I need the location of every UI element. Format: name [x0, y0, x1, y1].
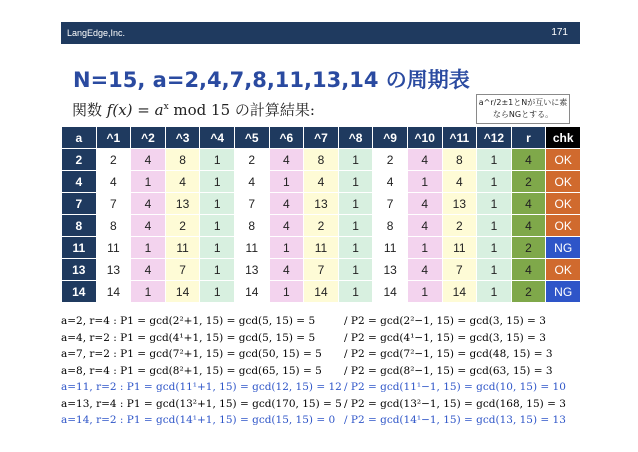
table-cell: 13 [165, 193, 200, 215]
table-cell: 1 [200, 259, 235, 281]
table-cell: 2 [234, 149, 269, 171]
table-cell: 1 [477, 193, 512, 215]
table-cell: 4 [442, 171, 477, 193]
p1-formula: a=8, r=4 : P1 = gcd(8²+1, 15) = gcd(65, 15) = 5 [61, 364, 322, 377]
table-row [62, 149, 581, 171]
table-cell: 4 [269, 259, 304, 281]
table-cell: 1 [338, 149, 373, 171]
note-box [476, 94, 570, 124]
table-cell: 4 [131, 149, 166, 171]
period-table [61, 126, 581, 303]
table-cell: 4 [131, 193, 166, 215]
table-cell: 1 [131, 281, 166, 303]
period-cell: 2 [511, 171, 546, 193]
table-cell: 7 [304, 259, 339, 281]
table-cell: 11 [442, 237, 477, 259]
table-cell: 13 [304, 193, 339, 215]
table-cell: 2 [165, 215, 200, 237]
page-number: 171 [551, 27, 568, 38]
period-cell: 4 [511, 149, 546, 171]
table-row [62, 215, 581, 237]
p2-formula: / P2 = gcd(7²−1, 15) = gcd(48, 15) = 3 [344, 348, 553, 360]
table-cell: 1 [200, 215, 235, 237]
table-cell: 1 [338, 215, 373, 237]
table-cell: 2 [442, 215, 477, 237]
table-cell: 1 [407, 171, 442, 193]
subtitle-suffix: の計算結果: [230, 101, 315, 119]
table-cell: 7 [442, 259, 477, 281]
table-cell: 4 [165, 171, 200, 193]
table-cell: 1 [338, 281, 373, 303]
table-cell: 11 [304, 237, 339, 259]
calculation-line [61, 330, 621, 347]
p1-formula: a=14, r=2 : P1 = gcd(14¹+1, 15) = gcd(15, 15) = 0 [61, 414, 336, 426]
table-cell: 7 [96, 193, 131, 215]
p2-formula: / P2 = gcd(8²−1, 15) = gcd(63, 15) = 3 [344, 364, 553, 377]
table-cell: 4 [407, 149, 442, 171]
table-cell: 1 [477, 259, 512, 281]
table-cell: 14 [442, 281, 477, 303]
slide-header [61, 22, 580, 44]
table-cell: 4 [373, 171, 408, 193]
table-cell: 11 [96, 237, 131, 259]
company-name: LangEdge,Inc. [67, 28, 126, 38]
function-subtitle [72, 99, 315, 120]
check-cell: NG [546, 281, 581, 303]
p1-formula: a=4, r=2 : P1 = gcd(4¹+1, 15) = gcd(5, 15) = 5 [61, 331, 316, 344]
table-cell: 13 [442, 193, 477, 215]
table-cell: 8 [304, 149, 339, 171]
table-row [62, 237, 581, 259]
table-cell: 7 [373, 193, 408, 215]
column-header: ^9 [373, 127, 408, 149]
table-cell: 1 [269, 171, 304, 193]
column-header: ^5 [234, 127, 269, 149]
table-cell: 4 [131, 259, 166, 281]
table-cell: 1 [200, 149, 235, 171]
table-cell: 8 [234, 215, 269, 237]
gcd-calculations [61, 313, 621, 429]
table-cell: 8 [165, 149, 200, 171]
table-cell: 1 [338, 193, 373, 215]
p2-formula: / P2 = gcd(4¹−1, 15) = gcd(3, 15) = 3 [344, 331, 546, 344]
table-cell: 1 [407, 237, 442, 259]
table-cell: 1 [269, 281, 304, 303]
column-header: r [511, 127, 546, 149]
table-cell: 2 [96, 149, 131, 171]
table-cell: 14 [373, 281, 408, 303]
table-cell: 11 [234, 237, 269, 259]
table-cell: 8 [96, 215, 131, 237]
table-header-row [62, 127, 581, 149]
column-header: ^10 [407, 127, 442, 149]
table-cell: 1 [407, 281, 442, 303]
table-cell: 2 [304, 215, 339, 237]
p1-formula: a=2, r=4 : P1 = gcd(2²+1, 15) = gcd(5, 15) = 5 [61, 315, 316, 327]
table-cell: 11 [165, 237, 200, 259]
table-cell: 4 [234, 171, 269, 193]
p1-formula: a=7, r=2 : P1 = gcd(7²+1, 15) = gcd(50, 15) = 5 [61, 348, 322, 360]
row-base-cell: 13 [62, 259, 97, 281]
table-row [62, 171, 581, 193]
table-cell: 1 [200, 237, 235, 259]
table-cell: 11 [373, 237, 408, 259]
note-line-2: ならNGとする。 [492, 110, 554, 119]
check-cell: OK [546, 259, 581, 281]
column-header: ^8 [338, 127, 373, 149]
table-cell: 1 [338, 237, 373, 259]
table-cell: 4 [407, 193, 442, 215]
table-cell: 13 [234, 259, 269, 281]
column-header: ^12 [477, 127, 512, 149]
column-header: ^7 [304, 127, 339, 149]
table-cell: 1 [200, 193, 235, 215]
table-cell: 1 [200, 281, 235, 303]
table-cell: 13 [373, 259, 408, 281]
row-base-cell: 8 [62, 215, 97, 237]
table-cell: 2 [373, 149, 408, 171]
period-cell: 4 [511, 215, 546, 237]
table-row [62, 193, 581, 215]
column-header: ^11 [442, 127, 477, 149]
check-cell: NG [546, 237, 581, 259]
p2-formula: / P2 = gcd(2²−1, 15) = gcd(3, 15) = 3 [344, 315, 546, 327]
column-header: ^4 [200, 127, 235, 149]
table-cell: 8 [442, 149, 477, 171]
table-cell: 1 [477, 281, 512, 303]
table-cell: 7 [165, 259, 200, 281]
table-cell: 1 [477, 171, 512, 193]
table-cell: 14 [304, 281, 339, 303]
check-cell: OK [546, 215, 581, 237]
table-row [62, 259, 581, 281]
period-cell: 4 [511, 259, 546, 281]
calculation-line [61, 346, 621, 363]
column-header: a [62, 127, 97, 149]
check-cell: OK [546, 193, 581, 215]
table-cell: 1 [477, 215, 512, 237]
table-cell: 8 [373, 215, 408, 237]
table-cell: 1 [338, 259, 373, 281]
table-cell: 1 [200, 171, 235, 193]
subtitle-prefix: 関数 [72, 101, 103, 119]
row-base-cell: 2 [62, 149, 97, 171]
column-header: chk [546, 127, 581, 149]
calculation-line [61, 412, 621, 429]
subtitle-func: $f(x) = a^x$ mod 15 [106, 101, 231, 119]
table-cell: 4 [269, 149, 304, 171]
period-cell: 4 [511, 193, 546, 215]
table-cell: 1 [338, 171, 373, 193]
column-header: ^6 [269, 127, 304, 149]
table-cell: 7 [234, 193, 269, 215]
table-cell: 4 [131, 215, 166, 237]
check-cell: OK [546, 149, 581, 171]
p1-formula: a=11, r=2 : P1 = gcd(11¹+1, 15) = gcd(12, 15) = 12 [61, 381, 342, 393]
p2-formula: / P2 = gcd(14¹−1, 15) = gcd(13, 15) = 13 [344, 414, 566, 426]
table-cell: 1 [477, 149, 512, 171]
calculation-line [61, 363, 621, 380]
table-cell: 4 [407, 215, 442, 237]
row-base-cell: 7 [62, 193, 97, 215]
table-cell: 4 [304, 171, 339, 193]
slide-title: N=15, a=2,4,7,8,11,13,14 の周期表 [73, 68, 470, 92]
table-cell: 1 [269, 237, 304, 259]
column-header: ^1 [96, 127, 131, 149]
table-row [62, 281, 581, 303]
table-cell: 14 [96, 281, 131, 303]
calculation-line [61, 313, 621, 330]
row-base-cell: 11 [62, 237, 97, 259]
table-cell: 1 [477, 237, 512, 259]
p1-formula: a=13, r=4 : P1 = gcd(13²+1, 15) = gcd(170, 15) = 5 [61, 397, 342, 410]
calculation-line [61, 396, 621, 413]
table-cell: 4 [407, 259, 442, 281]
p2-formula: / P2 = gcd(13²−1, 15) = gcd(168, 15) = 3 [344, 397, 566, 410]
row-base-cell: 4 [62, 171, 97, 193]
table-cell: 4 [269, 193, 304, 215]
column-header: ^3 [165, 127, 200, 149]
column-header: ^2 [131, 127, 166, 149]
row-base-cell: 14 [62, 281, 97, 303]
table-cell: 14 [234, 281, 269, 303]
period-cell: 2 [511, 281, 546, 303]
check-cell: OK [546, 171, 581, 193]
period-cell: 2 [511, 237, 546, 259]
table-cell: 4 [96, 171, 131, 193]
table-cell: 1 [131, 237, 166, 259]
table-cell: 1 [131, 171, 166, 193]
note-line-1: a^r/2±1とNが互いに素 [478, 98, 568, 107]
table-cell: 14 [165, 281, 200, 303]
p2-formula: / P2 = gcd(11¹−1, 15) = gcd(10, 15) = 10 [344, 381, 566, 393]
table-cell: 4 [269, 215, 304, 237]
table-cell: 13 [96, 259, 131, 281]
calculation-line [61, 379, 621, 396]
